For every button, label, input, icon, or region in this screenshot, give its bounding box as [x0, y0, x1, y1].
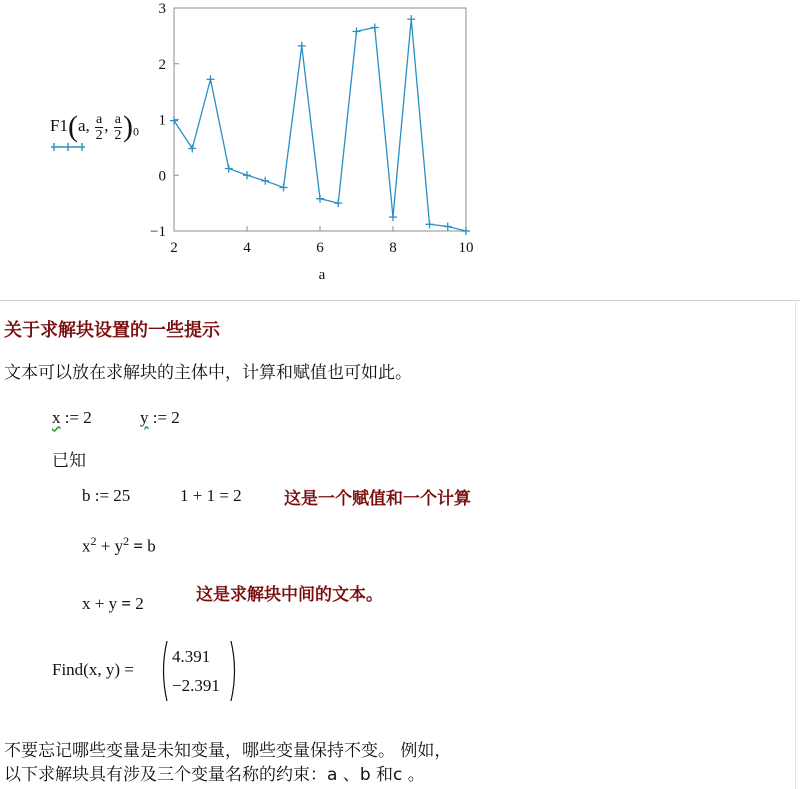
- x-tick-label: 4: [243, 240, 251, 256]
- data-point-marker: [334, 199, 342, 207]
- x-tick-label: 8: [389, 240, 397, 256]
- region-divider: [0, 300, 800, 301]
- constraint-line[interactable]: x + y = 2: [82, 594, 144, 613]
- right-paren-icon: [230, 640, 238, 702]
- plot-region[interactable]: [0, 0, 800, 300]
- data-point-marker: [371, 24, 379, 32]
- data-point-marker: [389, 213, 397, 221]
- data-point-marker: [407, 15, 415, 23]
- footer-line-2[interactable]: 以下求解块具有涉及三个变量名称的约束：a 、b 和c 。: [4, 765, 425, 785]
- y-tick-label: −1: [150, 224, 166, 240]
- y-tick-label: 2: [158, 56, 166, 73]
- data-point-marker: [188, 144, 196, 152]
- given-keyword[interactable]: 已知: [52, 451, 86, 471]
- data-point-marker: [353, 27, 361, 35]
- y-label-arg1: a: [77, 116, 86, 135]
- y-label-frac2: $\frac{a}{2}$: [114, 111, 122, 143]
- data-point-marker: [444, 223, 452, 231]
- left-paren-icon: [160, 640, 168, 702]
- legend-marker-icon: [50, 140, 90, 154]
- data-point-marker: [261, 177, 269, 185]
- y-tick-label: 3: [158, 1, 166, 17]
- x-tick-label: 2: [170, 240, 178, 256]
- section-title[interactable]: 关于求解块设置的一些提示: [4, 320, 220, 341]
- b-assignment[interactable]: b := 25: [82, 486, 131, 505]
- x-tick-label: 10: [458, 240, 474, 256]
- note-assignment[interactable]: 这是一个赋值和一个计算: [284, 489, 471, 509]
- y-label-fn: F1: [50, 116, 68, 135]
- y-tick-label: 1: [158, 112, 166, 129]
- find-result-matrix[interactable]: [160, 640, 240, 702]
- y-tick-label: 0: [158, 168, 166, 185]
- y-assignment[interactable]: y := 2: [140, 408, 180, 427]
- find-value-y: −2.391: [172, 676, 220, 695]
- x-axis-label: a: [318, 267, 326, 283]
- data-point-marker: [243, 171, 251, 179]
- page-edge: [795, 300, 796, 789]
- data-point-marker: [298, 42, 306, 50]
- data-point-marker: [316, 195, 324, 203]
- footer-line-1[interactable]: 不要忘记哪些变量是未知变量，哪些变量保持不变。 例如，: [4, 741, 452, 761]
- intro-text[interactable]: 文本可以放在求解块的主体中，计算和赋值也可如此。: [4, 363, 412, 383]
- data-point-marker: [462, 227, 470, 235]
- find-label[interactable]: Find(x, y) =: [52, 660, 134, 679]
- y-axis-label: F1(a, $\frac{a}{2}$ , $\frac{a}{2}$ )$_0$: [50, 100, 172, 160]
- data-point-marker: [280, 184, 288, 192]
- data-point-marker: [426, 220, 434, 228]
- data-point-marker: [207, 75, 215, 83]
- y-label-frac1: $\frac{a}{2}$: [95, 111, 103, 143]
- note-middle-text[interactable]: 这是求解块中间的文本。: [196, 585, 383, 605]
- x-assignment[interactable]: x := 2: [52, 408, 92, 427]
- calculation[interactable]: 1 + 1 = 2: [180, 486, 242, 505]
- data-point-marker: [225, 165, 233, 173]
- find-value-x: 4.391: [172, 647, 211, 666]
- x-tick-label: 6: [316, 240, 324, 256]
- y-label-subscript: 0: [132, 124, 139, 139]
- constraint-circle[interactable]: $x^2 + y^2 = b$: [82, 534, 156, 556]
